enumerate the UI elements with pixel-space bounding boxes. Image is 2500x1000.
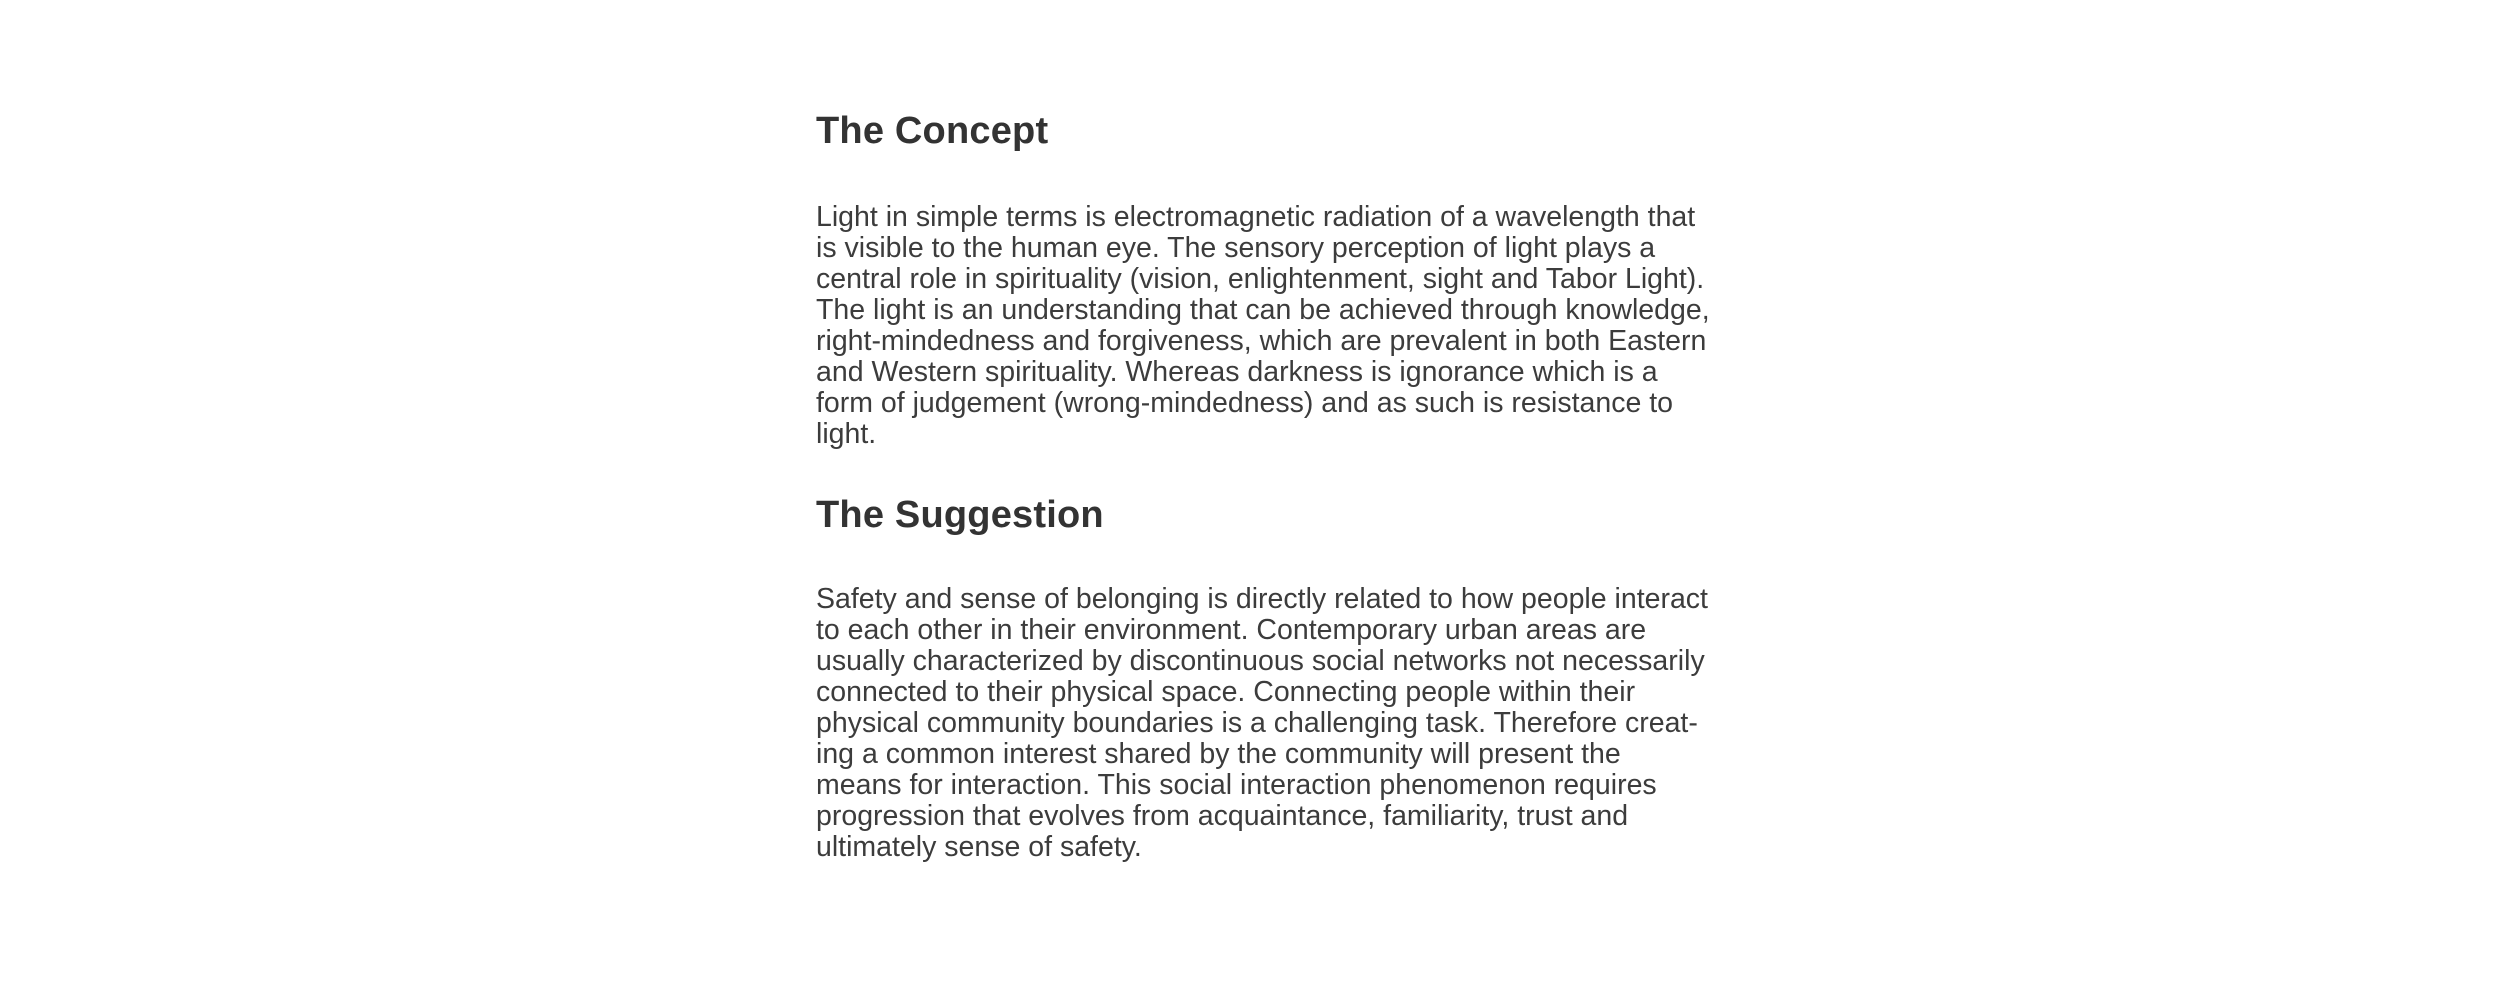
paragraph-line: connected to their physical space. Connecting people within their <box>816 676 1636 708</box>
paragraph-line: is visible to the human eye. The sensory perception of light plays a <box>816 232 1656 264</box>
section-heading-concept: The Concept <box>816 110 1049 152</box>
paragraph-line: Light in simple terms is electromagnetic radiation of a wavelength that <box>816 201 1696 233</box>
paragraph-line: progression that evolves from acquaintance, familiarity, trust and <box>816 800 1629 832</box>
paragraph-line: central role in spirituality (vision, enlightenment, sight and Tabor Light). <box>816 263 1705 295</box>
paragraph-line: light. <box>816 418 877 450</box>
paragraph-line: to each other in their environment. Contemporary urban areas are <box>816 614 1647 646</box>
paragraph-line: ultimately sense of safety. <box>816 831 1142 863</box>
paragraph-line: ing a common interest shared by the community will present the <box>816 738 1621 770</box>
paragraph-line: and Western spirituality. Whereas darkness is ignorance which is a <box>816 356 1658 388</box>
paragraph-line: The light is an understanding that can be achieved through knowledge, <box>816 294 1710 326</box>
paragraph-line: right-mindedness and forgiveness, which are prevalent in both Eastern <box>816 325 1707 357</box>
paragraph-line: means for interaction. This social interaction phenomenon requires <box>816 769 1657 801</box>
paragraph-line: physical community boundaries is a challenging task. Therefore creat- <box>816 707 1698 739</box>
concept-paragraph <box>816 201 1710 450</box>
suggestion-paragraph <box>816 583 1708 863</box>
section-heading-suggestion: The Suggestion <box>816 494 1104 536</box>
document-page <box>816 108 1710 863</box>
paragraph-line: usually characterized by discontinuous social networks not necessarily <box>816 645 1705 677</box>
paragraph-line: Safety and sense of belonging is directly related to how people interact <box>816 583 1708 615</box>
paragraph-line: form of judgement (wrong-mindedness) and as such is resistance to <box>816 387 1673 419</box>
